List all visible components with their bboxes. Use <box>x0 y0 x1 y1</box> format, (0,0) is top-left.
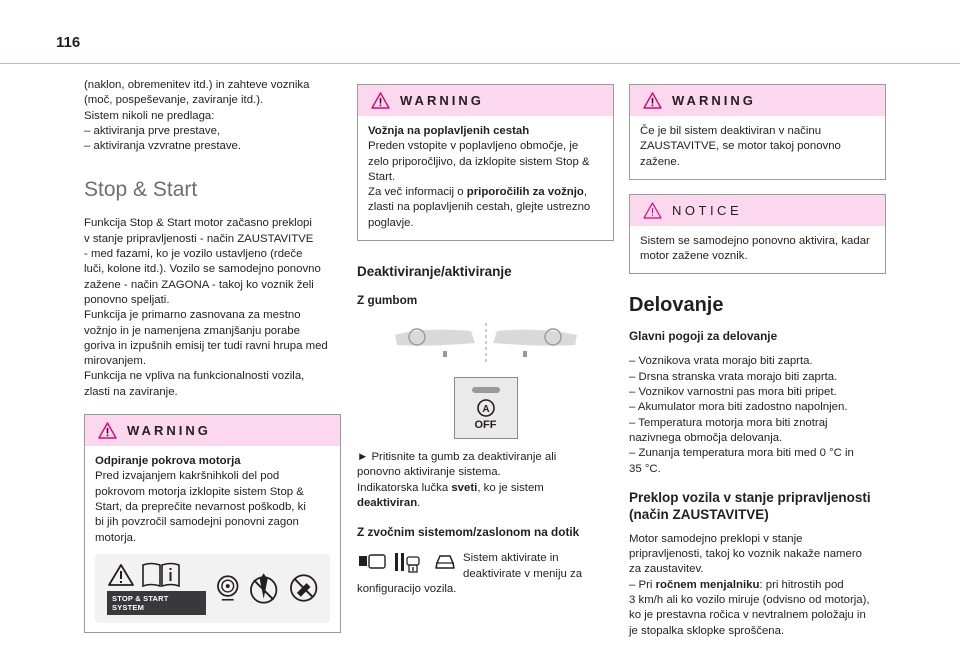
warning-box-flood <box>357 84 614 241</box>
warning-header <box>630 85 885 116</box>
warning-header <box>85 415 340 446</box>
page-number: 116 <box>56 34 81 51</box>
list-item: – Zunanja temperatura mora biti med 0 °C in <box>629 447 854 460</box>
list-item: – Voznikova vrata morajo biti zaprta. <box>629 355 813 368</box>
intro-line: (moč, pospeševanje, zaviranje itd.). <box>84 94 264 107</box>
warning-line: zlasti na poplavljenih cestah, glejte ustrezno <box>368 201 591 214</box>
indicator-lamp <box>472 387 500 393</box>
standby-body <box>629 532 886 639</box>
instruction-line: deaktiviran. <box>357 496 421 509</box>
warning-line: bi jih povzročil samodejni ponovni zagon <box>95 516 299 529</box>
warning-line: motorja. <box>95 531 137 544</box>
list-item: – aktiviranja vzvratne prestave. <box>84 140 242 153</box>
column-1 <box>84 78 341 633</box>
section-title: Stop & Start <box>84 178 198 202</box>
warning-line: poglavje. <box>368 216 414 229</box>
intro-line: Sistem nikoli ne predlaga: <box>84 109 215 122</box>
pictogram-group <box>107 562 206 615</box>
header-rule <box>0 63 960 64</box>
stop-start-off-button[interactable] <box>454 377 518 439</box>
warning-box-hood <box>84 414 341 633</box>
column-2 <box>357 84 614 597</box>
off-label: OFF <box>474 419 497 432</box>
screen-menu-icon <box>357 553 387 571</box>
notice-header <box>630 195 885 226</box>
touchscreen-instructions <box>357 551 614 597</box>
notice-line: Sistem se samodejno ponovno aktivira, kadar <box>640 234 870 247</box>
body-line: Funkcija je primarno zasnovana za mestno <box>84 309 301 322</box>
body-line: Funkcija ne vpliva na funkcionalnosti vozila, <box>84 370 305 383</box>
warning-label: WARNING <box>127 423 211 439</box>
warning-label: WARNING <box>400 93 484 108</box>
body-line: vožnjo in je namenjena zmanjšanju porabe <box>84 324 300 337</box>
warning-line: Za več informacij o priporočilih za vožnjo, <box>368 186 588 199</box>
body-line: je stopalka sklopke sproščena. <box>629 624 785 637</box>
warning-line: pokrovom motorja izklopite sistem Stop & <box>95 485 304 498</box>
notice-box <box>629 194 886 275</box>
warning-icon <box>98 422 117 439</box>
notice-body <box>630 226 885 274</box>
driving-advice-link-text: priporočilih za vožnjo <box>466 186 584 199</box>
warning-body <box>85 446 340 632</box>
manual-book-icon <box>141 562 181 588</box>
button-instructions <box>357 450 614 511</box>
instruction-line: deaktivirate v meniju za <box>463 567 583 580</box>
warning-header <box>358 85 613 116</box>
dashboard-location-illustration <box>391 321 581 367</box>
list-item: – Voznikov varnostni pas mora biti pripet. <box>629 386 837 399</box>
list-item: – Drsna stranska vrata morajo biti zaprta. <box>629 370 838 383</box>
instruction-line: ponovno aktiviranje sistema. <box>357 466 501 479</box>
auto-stop-icon <box>476 398 496 418</box>
button-subheading: Z gumbom <box>357 293 418 308</box>
warning-title: Odpiranje pokrova motorja <box>95 455 241 468</box>
warning-label: WARNING <box>672 93 756 108</box>
body-line: luči, kolone itd.). Vozilo se samodejno ponovno <box>84 263 321 276</box>
no-tie-icon <box>249 569 278 607</box>
instruction-line: ► Pritisnite ta gumb za deaktiviranje ali <box>357 451 557 464</box>
list-item: – Akumulator mora biti zadostno napolnjen. <box>629 401 848 414</box>
intro-line: (naklon, obremenitev itd.) in zahteve voznika <box>84 79 310 91</box>
system-icons <box>357 551 457 573</box>
body-line: ponovno speljati. <box>84 293 170 306</box>
warning-title: Vožnja na poplavljenih cestah <box>368 125 530 137</box>
body-line: goriva in izpušnih emisij ter tudi ravni hrupa med <box>84 339 328 352</box>
danger-triangle-icon <box>107 563 135 587</box>
touchscreen-subheading: Z zvočnim sistemom/zaslonom na dotik <box>357 525 580 540</box>
body-line: - med fazami, ko je vozilo ustavljeno (rdeče <box>84 248 303 261</box>
column-3 <box>629 84 886 639</box>
list-item: 35 °C. <box>629 462 661 475</box>
operation-heading: Delovanje <box>629 294 724 317</box>
settings-info-icon <box>393 551 427 573</box>
warning-icon <box>371 92 390 109</box>
intro-list <box>84 124 341 155</box>
body-line: Funkcija Stop & Start motor začasno preklopi <box>84 217 312 230</box>
vehicle-icon <box>433 551 457 573</box>
body-line: – Pri ročnem menjalniku: pri hitrostih pod <box>629 578 844 591</box>
stop-start-body <box>84 216 341 400</box>
standby-heading: Preklop vozila v stanje pripravljenosti (način ZAUSTAVITVE) <box>629 489 871 522</box>
warning-line: Pred izvajanjem kakršnihkoli del pod <box>95 470 280 483</box>
warning-box-restart <box>629 84 886 180</box>
body-line: Motor samodejno preklopi v stanje <box>629 532 803 545</box>
no-spray-icon <box>289 573 318 603</box>
body-line: pripravljenosti, takoj ko voznik nakaže namero <box>629 548 862 561</box>
list-item: nazivnega območja delovanja. <box>629 431 783 444</box>
warning-line: zelo priporočljivo, da izklopite sistem Stop & <box>368 155 590 168</box>
instruction-line: Sistem aktivirate in <box>463 552 559 565</box>
body-line: zlasti na zaviranje. <box>84 385 178 398</box>
body-line: ko je prestavna ročica v nevtralnem položaju in <box>629 609 866 622</box>
instruction-line: Indikatorska lučka sveti, ko je sistem <box>357 481 544 494</box>
warning-body <box>358 116 613 240</box>
body-line: 3 km/h ali ko vozilo miruje (odvisno od motorja), <box>629 594 870 607</box>
instruction-line: konfiguracijo vozila. <box>357 582 457 595</box>
engine-fan-hand-icon <box>216 570 240 606</box>
svg-text:A: A <box>481 404 490 416</box>
warning-line: Preden vstopite v poplavljeno območje, je <box>368 140 579 153</box>
warning-line: Start. <box>368 170 396 183</box>
body-line: v stanje pripravljenosti - način ZAUSTAVITVE <box>84 232 314 245</box>
hood-warning-pictograms <box>95 554 330 623</box>
warning-line: zažene. <box>640 155 680 168</box>
conditions-subheading: Glavni pogoji za delovanje <box>629 329 778 344</box>
body-line: mirovanjem. <box>84 355 147 368</box>
warning-line: ZAUSTAVITVE, se motor takoj ponovno <box>640 140 841 153</box>
warning-line: Start, da preprečite nevarnost poškodb, ki <box>95 500 306 513</box>
deactivation-heading: Deaktiviranje/aktiviranje <box>357 264 512 280</box>
list-item: – aktiviranja prve prestave, <box>84 124 221 137</box>
notice-line: motor zažene voznik. <box>640 250 748 263</box>
conditions-list <box>629 354 886 476</box>
list-item: – Temperatura motorja mora biti znotraj <box>629 416 828 429</box>
warning-body <box>630 116 885 179</box>
body-line: zažene - način ZAGONA - takoj ko voznik želi <box>84 278 314 291</box>
body-line: za zaustavitev. <box>629 563 704 576</box>
stop-start-system-badge: STOP & START SYSTEM <box>107 591 206 615</box>
warning-line: Če je bil sistem deaktiviran v načinu <box>640 125 822 137</box>
notice-icon <box>643 202 662 219</box>
notice-label: NOTICE <box>672 202 743 218</box>
warning-icon <box>643 92 662 109</box>
